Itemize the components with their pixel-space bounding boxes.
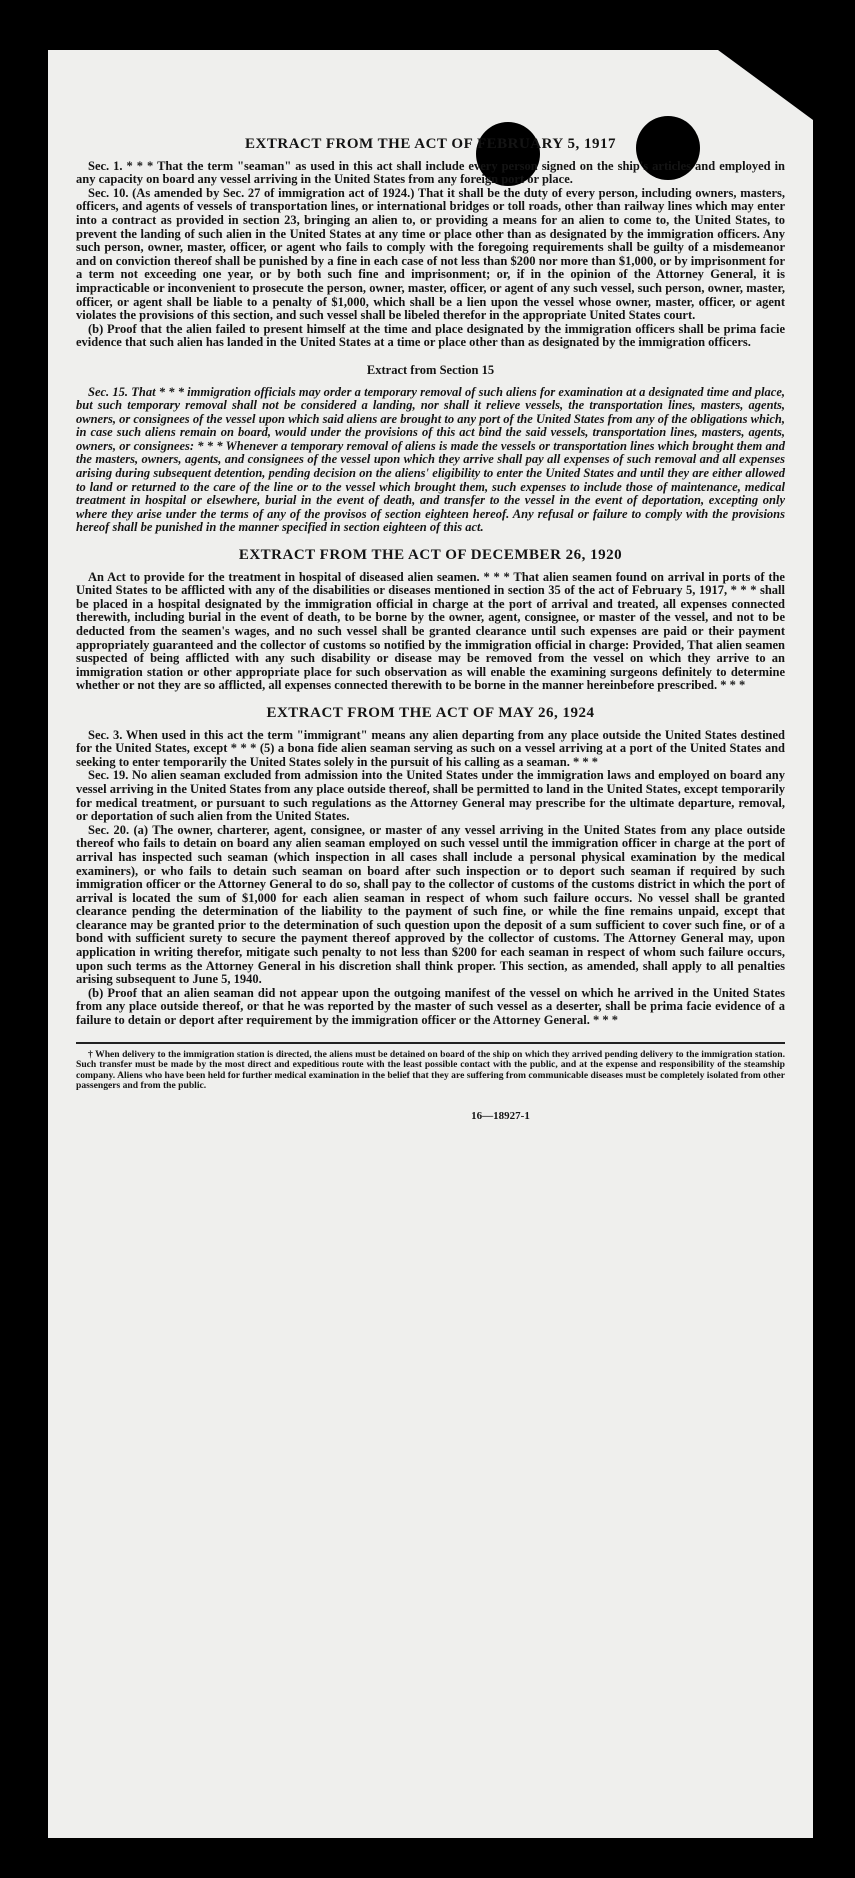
document-page: [48, 50, 813, 1838]
heading-act-1917: EXTRACT FROM THE ACT OF FEBRUARY 5, 1917: [245, 136, 616, 152]
folded-corner: [718, 50, 813, 120]
footnote: † When delivery to the immigration station is directed, the aliens must be detained on board of the ship on which they arrived pending delivery to the immigration station. Such transfer must be made by the most direct and expeditious route with the least possible contact with the public, and at the expense and responsibility of the steamship company. Aliens who have been held for further medical examination in the belief that they are suffering from communicable diseases must be completely isolated from other passengers and from the public.: [76, 1048, 785, 1092]
section-15: [76, 364, 785, 535]
paragraph-sec-10: Sec. 10. (As amended by Sec. 27 of immigration act of 1924.) That it shall be the duty of every person, including owners, masters, officers, and agents of vessels of transportation lines, or international bridges or toll roads, other than railway lines which may enter into a contract as provided in section 23, bringing an alien to, or providing a means for an alien to come to, the United States, to prevent the landing of such alien in the United States at any time or place other than as designated by the immigration officers. Any such person, owner, master, officer, or agent who fails to comply with the foregoing requirements shall be guilty of a misdemeanor and on conviction thereof shall be punished by a fine in each case of not less than $200 nor more than $1,000, or by imprisonment for a term not exceeding one year, or by both such fine and imprisonment; or, if in the opinion of the Attorney General, it is impracticable or inconvenient to prosecute the person, owner, master, officer, or agent of any such vessel, such person, owner, master, officer, or agent shall be liable to a penalty of $1,000, which shall be a lien upon the vessel whose owner, master, officer, or agent violates the provisions of this section, and such vessel shall be libeled therefor in the appropriate United States court.: [76, 185, 785, 323]
footnote-divider: [76, 1042, 785, 1044]
heading-act-1924: EXTRACT FROM THE ACT OF MAY 26, 1924: [266, 704, 595, 721]
section-act-1917: [76, 138, 785, 350]
paragraph-sec-3: Sec. 3. When used in this act the term "immigrant" means any alien departing from any place outside the United States destined for the United States, except * * * (5) a bona fide alien seaman serving as such on a vessel arriving at a port of the United States and seeking to enter temporarily the United States solely in the pursuit of his calling as a seaman. * * *: [76, 727, 785, 769]
section-act-1924: [76, 704, 785, 1028]
paragraph-sec-20: Sec. 20. (a) The owner, charterer, agent, consignee, or master of any vessel arriving in the United States from any place outside thereof who fails to detain on board any alien seaman employed on such vessel until the immigration officer in charge at the port of arrival has inspected such seaman (which inspection in all cases shall include a personal physical examination by the medical examiners), or who fails to detain such seaman on board after such inspection or to deport such seaman if required by such immigration officer or the Attorney General to do so, shall pay to the collector of customs of the customs district in which the port of arrival is located the sum of $1,000 for each alien seaman in respect of whom such failure occurs. No vessel shall be granted clearance pending the determination of the liability to the payment of such fine, or while the fine remains unpaid, except that clearance may be granted prior to the determination of such question upon the deposit of a sum sufficient to cover such fine, or of a bond with sufficient surety to secure the payment thereof approved by the collector of customs. The Attorney General may, upon application in writing therefor, mitigate such penalty to not less than $200 for each seaman in respect of whom such failure occurs, upon such terms as the Attorney General in his discretion shall think proper. This section, as amended, shall apply to all penalties arising subsequent to June 5, 1940.: [76, 822, 785, 987]
paragraph-sec-20-b: (b) Proof that an alien seaman did not appear upon the outgoing manifest of the vessel on which he arrived in the United States from any place outside thereof, or that he was reported by the master of such vessel as a deserter, shall be prima facie evidence of a failure to detain or deport after requirement by the immigration officer or the Attorney General. * * *: [76, 985, 785, 1028]
paragraph-proof-b: (b) Proof that the alien failed to present himself at the time and place designated by the immigration officers shall be prima facie evidence that such alien has landed in the United States at a time or place other than as designated by the immigration officers.: [76, 321, 785, 350]
heading-act-1920: EXTRACT FROM THE ACT OF DECEMBER 26, 1920: [238, 547, 623, 564]
paragraph-sec-15: Sec. 15. That * * * immigration officials may order a temporary removal of such aliens for examination at a designated time and place, but such temporary removal shall not be considered a landing, nor shall it relieve vessels, the transportation lines, masters, agents, owners, or consignees of the vessel upon which said aliens are brought to any port of the United States from any of the obligations which, in case such aliens remain on board, would under the provisions of this act bind the said vessels, transportation lines, masters, agents, owners, or consignees: * * * Whenever a temporary removal of aliens is made the vessels or transportation lines which brought them and the masters, owners, agents, and consignees of the vessel upon which they arrive shall pay all expenses of such removal and all expenses arising during subsequent detention, pending decision on the aliens' eligibility to enter the United States and until they are either allowed to land or returned to the care of the line or to the vessel which brought them, such expenses to include those of maintenance, medical treatment in hospital or elsewhere, burial in the event of death, and transfer to the vessel in the event of deportation, excepting only where they arise under the terms of any of the provisos of section eighteen hereof. Any refusal or failure to comply with the provisions hereof shall be punished in the manner specified in section eighteen of this act.: [76, 384, 785, 535]
heading-section-15: Extract from Section 15: [366, 362, 495, 377]
paragraph-act-1920: An Act to provide for the treatment in hospital of diseased alien seamen. * * * That alien seamen found on arrival in ports of the United States to be afflicted with any of the disabilities or diseases mentioned in section 35 of the act of February 5, 1917, * * * shall be placed in a hospital designated by the immigration official in charge at the port of arrival and treated, all expenses connected therewith, including burial in the event of death, to be borne by the owner, agent, consignee, or master of the vessel, and not to be deducted from the seamen's wages, and no such vessel shall be granted clearance until such expenses are paid or their payment appropriately guaranteed and the collector of customs so notified by the immigration official in charge: Provided, That alien seamen suspected of being afflicted with any such disability or disease may be removed from the vessel on which they arrive to an immigration station or other appropriate place for such observation as will enable the examining surgeons definitely to determine whether or not they are so afflicted, all expenses connected therewith to be borne in the manner hereinbefore prescribed. * * *: [76, 569, 785, 693]
paragraph-sec-1: Sec. 1. * * * That the term "seaman" as used in this act shall include every person signed on the ship's articles and employed in any capacity on board any vessel arriving in the United States from any foreign port or place.: [76, 158, 785, 187]
document-content: [76, 138, 785, 1124]
paragraph-sec-19: Sec. 19. No alien seaman excluded from admission into the United States under the immigration laws and employed on board any vessel arriving in the United States from any place outside thereof, shall be permitted to land in the United States, except temporarily for medical treatment, or pursuant to such regulations as the Attorney General may prescribe for the ultimate departure, removal, or deportation of such alien from the United States.: [76, 768, 785, 824]
form-number: 16—18927-1: [471, 1110, 530, 1122]
section-act-1920: [76, 549, 785, 693]
